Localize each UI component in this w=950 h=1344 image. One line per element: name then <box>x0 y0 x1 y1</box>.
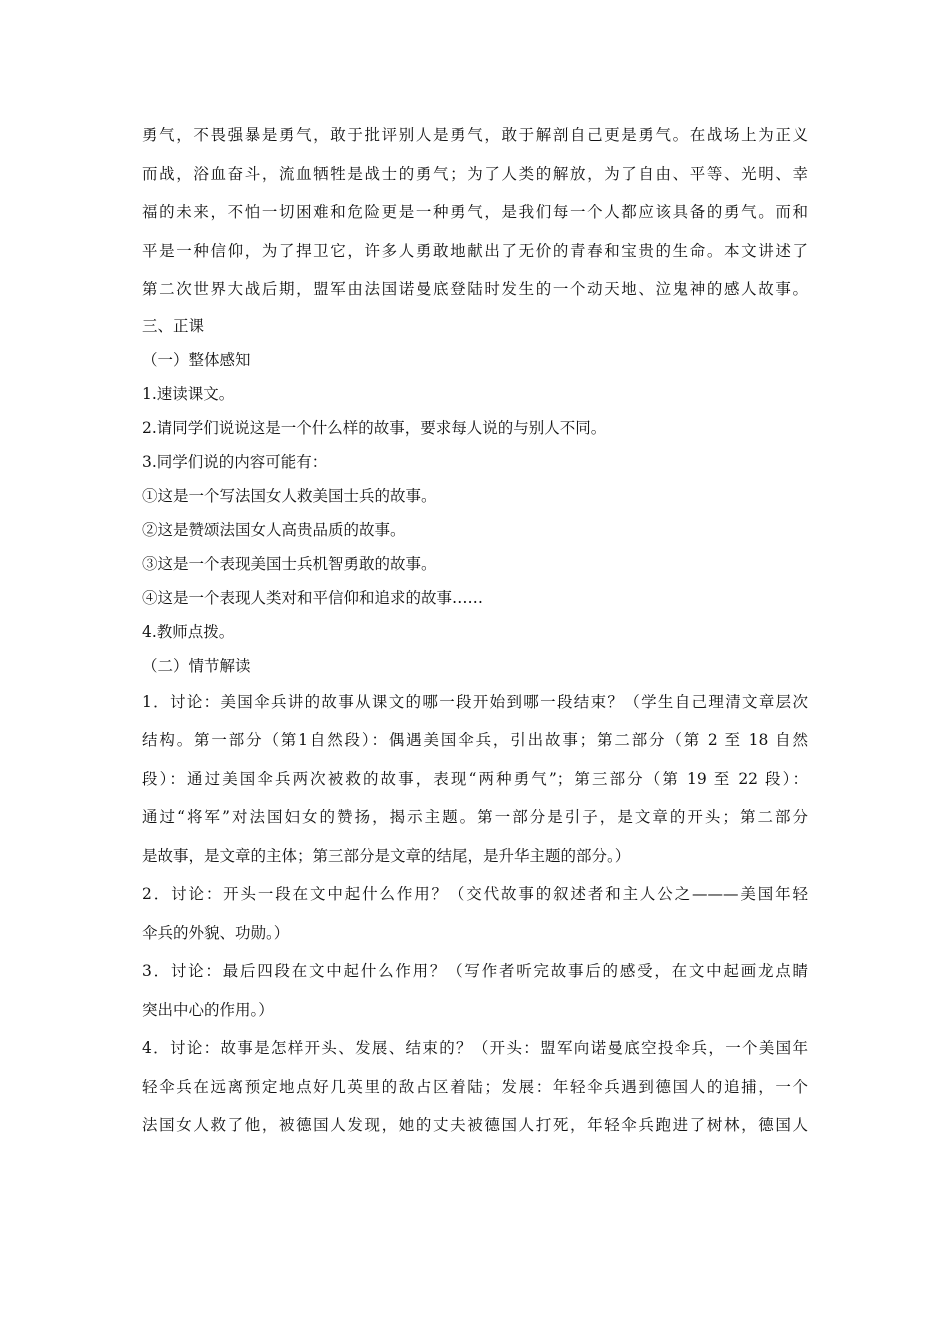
text-line: 而战，浴血奋斗，流血牺牲是战士的勇气；为了人类的解放，为了自由、平等、光明、幸 <box>142 164 808 183</box>
intro-paragraph <box>142 116 808 309</box>
discussion-question-4 <box>142 1029 808 1145</box>
document-page <box>142 116 808 1145</box>
text-line: 结构。第一部分（第1自然段）：偶遇美国伞兵，引出故事；第二部分（第 2 至 18 自然 <box>142 731 808 749</box>
text-line: 2．讨论：开头一段在文中起什么作用？（交代故事的叙述者和主人公之———美国年轻 <box>142 885 808 903</box>
overview-list <box>142 377 808 649</box>
list-item: 2.请同学们说说这是一个什么样的故事，要求每人说的与别人不同。 <box>142 418 607 437</box>
discussion-question-2 <box>142 875 808 952</box>
list-item: 4.教师点拨。 <box>142 622 235 641</box>
text-line: 是故事，是文章的主体；第三部分是文章的结尾，是升华主题的部分。） <box>142 846 631 865</box>
text-line: 第二次世界大战后期，盟军由法国诺曼底登陆时发生的一个动天地、泣鬼神的感人故事。 <box>142 280 808 298</box>
text-line: 4．讨论：故事是怎样开头、发展、结束的？（开头：盟军向诺曼底空投伞兵，一个美国年 <box>142 1039 808 1057</box>
text-line: 1．讨论：美国伞兵讲的故事从课文的哪一段开始到哪一段结束？（学生自己理清文章层次 <box>142 692 808 711</box>
text-line: 突出中心的作用。） <box>142 1000 274 1019</box>
subsection-heading: （一）整体感知 <box>142 350 251 369</box>
list-item: 3.同学们说的内容可能有： <box>142 452 328 471</box>
text-line: 通过“将军”对法国妇女的赞扬，揭示主题。第一部分是引子，是文章的开头；第二部分 <box>142 808 808 826</box>
section-heading: 三、正课 <box>142 316 205 335</box>
text-line: 福的未来，不怕一切困难和危险更是一种勇气，是我们每一个人都应该具备的勇气。而和 <box>142 203 808 221</box>
text-line: 轻伞兵在远离预定地点好几英里的敌占区着陆；发展：年轻伞兵遇到德国人的追捕，一个 <box>142 1077 808 1096</box>
list-item: ④这是一个表现人类对和平信仰和追求的故事…… <box>142 588 484 607</box>
text-line: 平是一种信仰，为了捍卫它，许多人勇敢地献出了无价的青春和宝贵的生命。本文讲述了 <box>142 241 808 260</box>
text-line: 3．讨论：最后四段在文中起什么作用？（写作者听完故事后的感受，在文中起画龙点睛 <box>142 962 808 980</box>
text-line: 段）：通过美国伞兵两次被救的故事，表现“两种勇气”；第三部分（第 19 至 22 段）： <box>142 769 808 788</box>
text-line: 法国女人救了他，被德国人发现，她的丈夫被德国人打死，年轻伞兵跑进了树林，德国人 <box>142 1116 808 1134</box>
list-item: ③这是一个表现美国士兵机智勇敢的故事。 <box>142 554 437 573</box>
list-item: ①这是一个写法国女人救美国士兵的故事。 <box>142 486 437 505</box>
text-line: 勇气，不畏强暴是勇气，敢于批评别人是勇气，敢于解剖自己更是勇气。在战场上为正义 <box>142 126 808 144</box>
discussion-question-1 <box>142 683 808 876</box>
list-item: ②这是赞颂法国女人高贵品质的故事。 <box>142 520 406 539</box>
list-item: 1.速读课文。 <box>142 384 235 403</box>
discussion-question-3 <box>142 952 808 1029</box>
subsection-heading: （二）情节解读 <box>142 656 251 675</box>
text-line: 伞兵的外貌、功勋。） <box>142 923 290 942</box>
